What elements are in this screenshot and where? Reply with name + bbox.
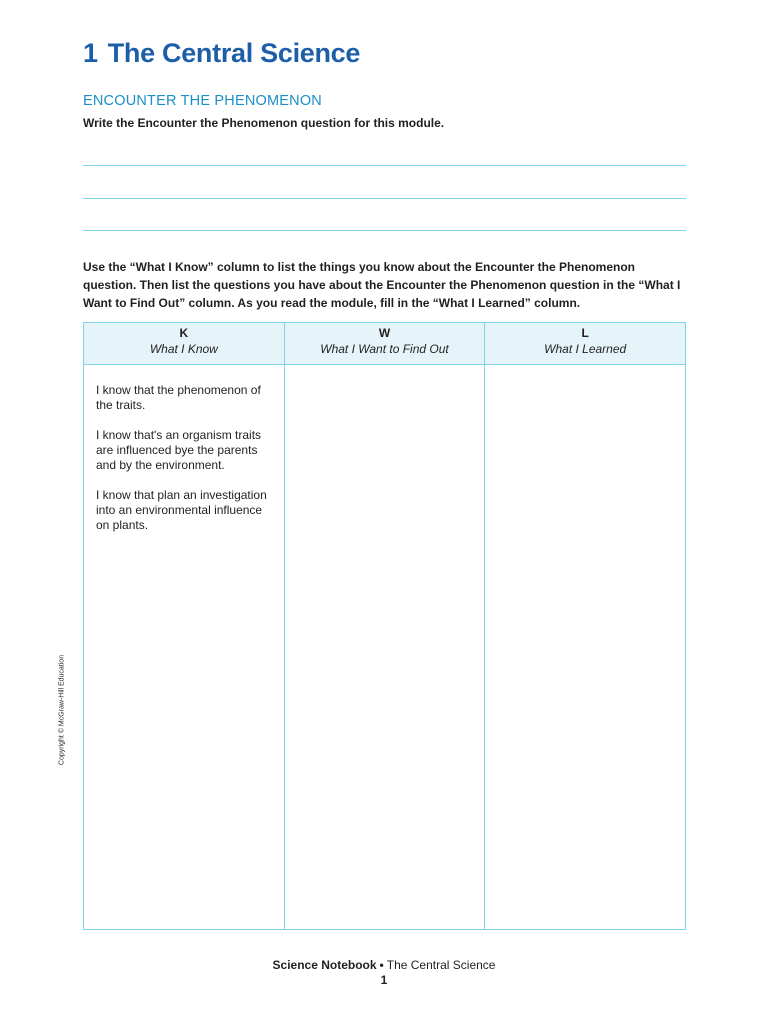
page-footer: [0, 958, 768, 973]
chapter-title: The Central Science: [107, 38, 361, 68]
kwl-letter: K: [179, 326, 189, 340]
footer-book-title: Science Notebook: [272, 958, 377, 972]
kwl-body-learned[interactable]: [485, 365, 685, 929]
footer-separator: •: [379, 958, 384, 972]
kwl-header-know: [84, 323, 284, 365]
page-title: [83, 38, 360, 69]
kwl-column-want: [285, 323, 486, 929]
kwl-letter: W: [378, 326, 391, 340]
kwl-column-learned: [485, 323, 685, 929]
kwl-entry: I know that the phenomenon of the traits.: [96, 383, 261, 412]
kwl-header-want: [285, 323, 485, 365]
encounter-heading: ENCOUNTER THE PHENOMENON: [83, 93, 322, 109]
kwl-body-know[interactable]: [84, 365, 284, 929]
chapter-number: 1: [83, 38, 98, 68]
encounter-prompt: Write the Encounter the Phenomenon question for this module.: [83, 116, 445, 130]
kwl-instructions: Use the “What I Know” column to list the things you know about the Encounter the Phenomenon question. Then list the questions you have about the Encounter the Phenomenon question in the “What I Want to Find Out” column. As you read the module, fill in the “What I Learned” column.: [83, 260, 681, 310]
kwl-label: What I Know: [149, 342, 218, 356]
kwl-entry: I know that plan an investigation into an environmental influence on plants.: [96, 488, 267, 532]
kwl-chart: [83, 322, 686, 930]
kwl-label: What I Want to Find Out: [320, 342, 449, 356]
footer-chapter: The Central Science: [386, 958, 496, 972]
answer-line[interactable]: [83, 165, 686, 166]
copyright-notice: Copyright © McGraw-Hill Education: [58, 654, 66, 766]
kwl-header-learned: [485, 323, 685, 365]
answer-line[interactable]: [83, 230, 686, 231]
kwl-letter: L: [581, 326, 589, 340]
kwl-body-want[interactable]: [285, 365, 485, 929]
answer-line[interactable]: [83, 198, 686, 199]
kwl-label: What I Learned: [544, 342, 627, 356]
kwl-entry: I know that's an organism traits are influenced bye the parents and by the environment.: [96, 428, 262, 472]
page-number: 1: [380, 973, 388, 987]
kwl-column-know: [84, 323, 285, 929]
